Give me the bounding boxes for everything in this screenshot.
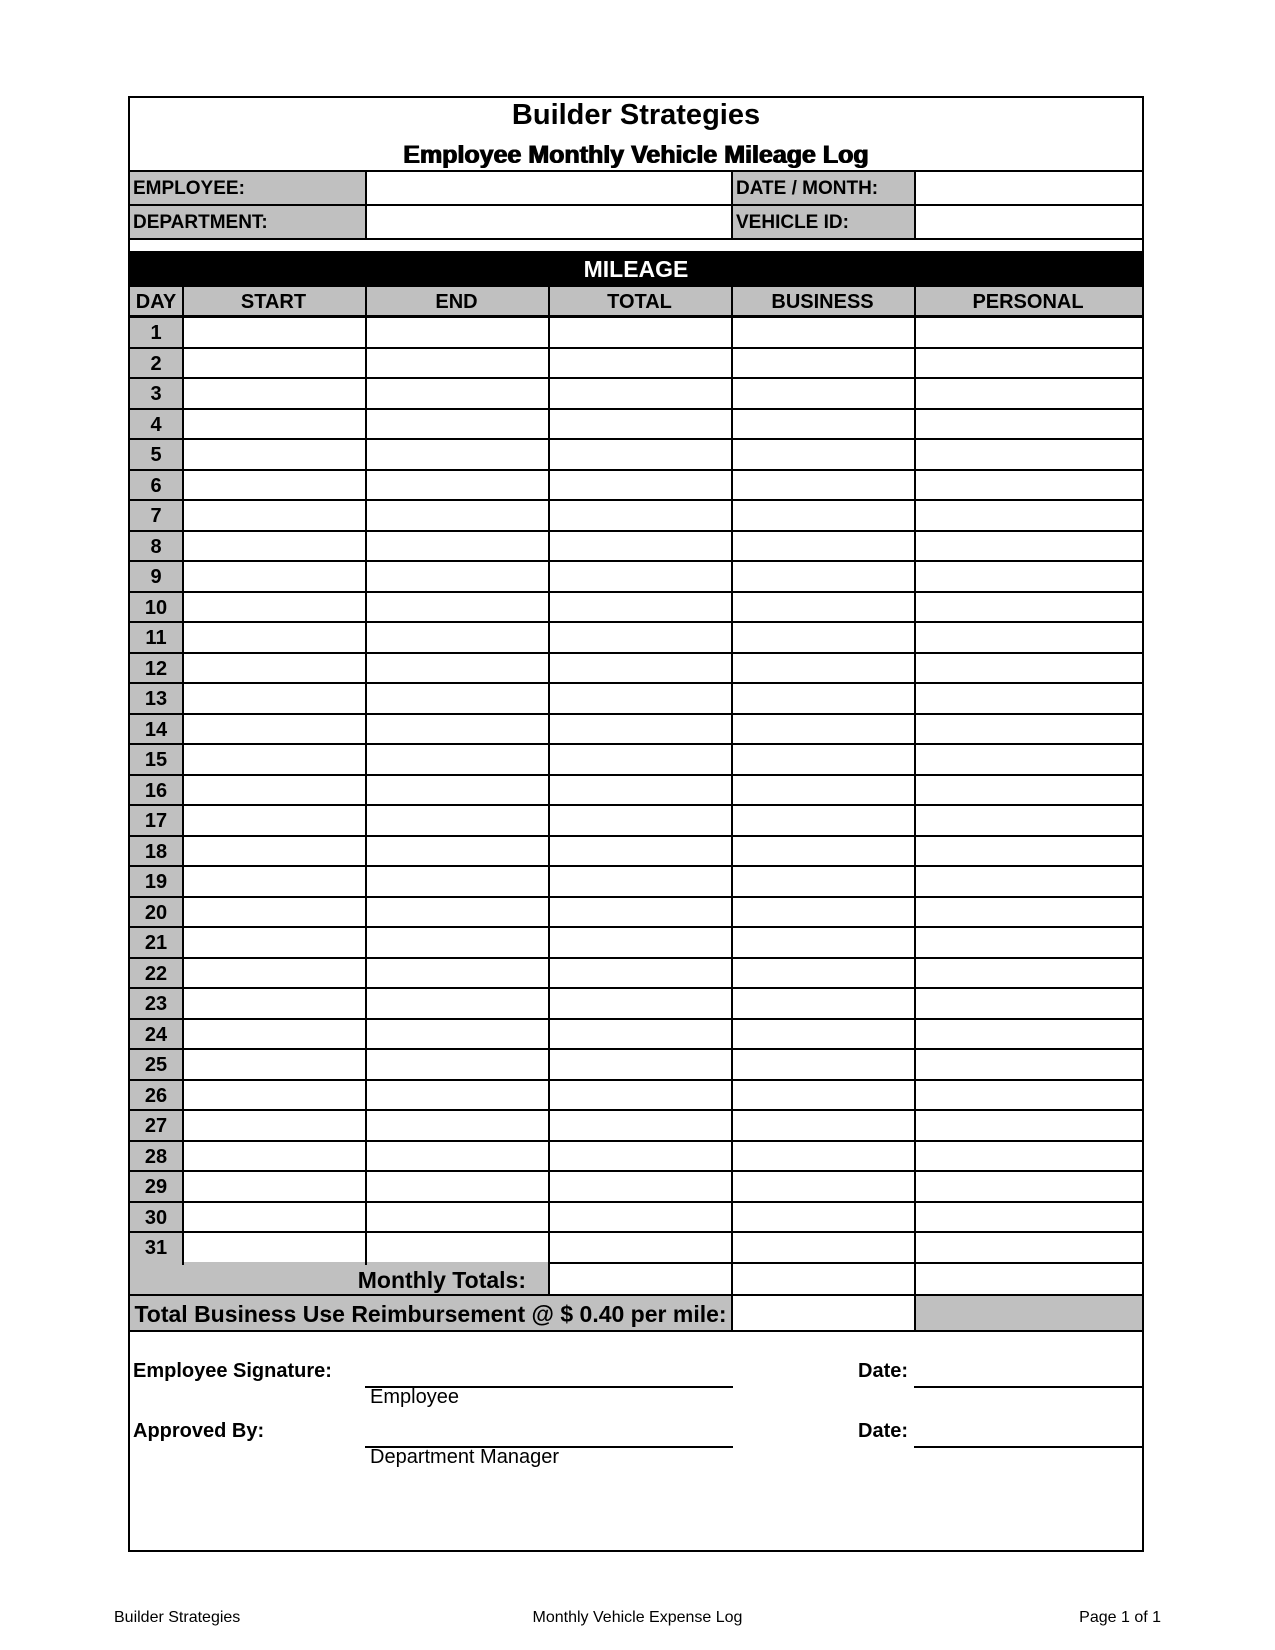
mileage-cell-end[interactable]	[367, 440, 548, 469]
mileage-cell-business[interactable]	[733, 654, 914, 683]
mileage-cell-end[interactable]	[367, 623, 548, 652]
divider	[548, 285, 550, 1265]
mileage-cell-start[interactable]	[184, 501, 365, 530]
mileage-cell-personal[interactable]	[916, 1203, 1142, 1232]
day-number: 24	[130, 1020, 182, 1049]
column-header-end: END	[435, 291, 478, 313]
employee-date-line[interactable]	[914, 1386, 1142, 1388]
mileage-cell-personal[interactable]	[916, 379, 1142, 408]
day-number: 30	[130, 1203, 182, 1232]
mileage-cell-end[interactable]	[367, 1142, 548, 1171]
mileage-cell-total[interactable]	[550, 1050, 731, 1079]
mileage-cell-total[interactable]	[550, 1111, 731, 1140]
mileage-cell-start[interactable]	[184, 532, 365, 561]
mileage-cell-total[interactable]	[550, 989, 731, 1018]
mileage-cell-end[interactable]	[367, 562, 548, 591]
mileage-cell-personal[interactable]	[916, 806, 1142, 835]
mileage-cell-business[interactable]	[733, 1233, 914, 1262]
divider	[548, 1260, 550, 1296]
mileage-cell-total[interactable]	[550, 379, 731, 408]
mileage-cell-total[interactable]	[550, 959, 731, 988]
mileage-cell-personal[interactable]	[916, 471, 1142, 500]
mileage-cell-start[interactable]	[184, 318, 365, 347]
day-number: 11	[130, 623, 182, 652]
day-number: 7	[130, 501, 182, 530]
day-number: 31	[130, 1233, 182, 1262]
mileage-cell-end[interactable]	[367, 898, 548, 927]
divider	[130, 1330, 1142, 1332]
mileage-cell-personal[interactable]	[916, 715, 1142, 744]
mileage-cell-personal[interactable]	[916, 1081, 1142, 1110]
day-number: 19	[130, 867, 182, 896]
mileage-cell-end[interactable]	[367, 501, 548, 530]
mileage-cell-personal[interactable]	[916, 776, 1142, 805]
mileage-cell-total[interactable]	[550, 928, 731, 957]
mileage-cell-start[interactable]	[184, 471, 365, 500]
mileage-cell-business[interactable]	[733, 501, 914, 530]
mileage-cell-start[interactable]	[184, 379, 365, 408]
mileage-cell-end[interactable]	[367, 593, 548, 622]
day-number: 8	[130, 532, 182, 561]
mileage-cell-business[interactable]	[733, 1050, 914, 1079]
mileage-cell-end[interactable]	[367, 684, 548, 713]
mileage-cell-end[interactable]	[367, 471, 548, 500]
employee-field[interactable]	[367, 172, 731, 206]
mileage-cell-total[interactable]	[550, 501, 731, 530]
mileage-cell-start[interactable]	[184, 1203, 365, 1232]
mileage-cell-start[interactable]	[184, 410, 365, 439]
mileage-cell-business[interactable]	[733, 867, 914, 896]
mileage-cell-end[interactable]	[367, 806, 548, 835]
mileage-cell-business[interactable]	[733, 837, 914, 866]
mileage-cell-business[interactable]	[733, 776, 914, 805]
day-number: 26	[130, 1081, 182, 1110]
day-number: 25	[130, 1050, 182, 1079]
vehicle-id-field[interactable]	[916, 206, 1142, 240]
monthly-total-total-cell[interactable]	[550, 1262, 731, 1296]
employee-label: EMPLOYEE:	[130, 172, 365, 206]
mileage-cell-personal[interactable]	[916, 1020, 1142, 1049]
mileage-cell-personal[interactable]	[916, 745, 1142, 774]
mileage-cell-start[interactable]	[184, 623, 365, 652]
mileage-cell-personal[interactable]	[916, 440, 1142, 469]
column-header-personal: PERSONAL	[972, 291, 1084, 313]
mileage-cell-start[interactable]	[184, 1172, 365, 1201]
day-number: 28	[130, 1142, 182, 1171]
mileage-table-body	[130, 317, 1142, 1262]
mileage-cell-personal[interactable]	[916, 837, 1142, 866]
mileage-cell-total[interactable]	[550, 837, 731, 866]
mileage-cell-personal[interactable]	[916, 410, 1142, 439]
day-number: 3	[130, 379, 182, 408]
mileage-cell-business[interactable]	[733, 1111, 914, 1140]
column-header-start: START	[240, 291, 307, 313]
day-number: 5	[130, 440, 182, 469]
mileage-cell-business[interactable]	[733, 1020, 914, 1049]
mileage-cell-total[interactable]	[550, 1203, 731, 1232]
mileage-cell-end[interactable]	[367, 318, 548, 347]
day-number: 12	[130, 654, 182, 683]
mileage-cell-start[interactable]	[184, 684, 365, 713]
date-month-field[interactable]	[916, 172, 1142, 206]
mileage-cell-start[interactable]	[184, 1233, 365, 1262]
day-number: 23	[130, 989, 182, 1018]
footer-company: Builder Strategies	[114, 1609, 241, 1626]
reimbursement-amount-field[interactable]	[733, 1296, 914, 1330]
mileage-cell-personal[interactable]	[916, 1111, 1142, 1140]
reimbursement-label: Total Business Use Reimbursement @ $ 0.40 per mile:	[130, 1296, 731, 1330]
divider	[130, 238, 1142, 240]
department-manager-caption: Department Manager	[370, 1446, 559, 1468]
mileage-cell-end[interactable]	[367, 410, 548, 439]
column-header-day: DAY	[135, 291, 177, 313]
mileage-cell-business[interactable]	[733, 532, 914, 561]
mileage-cell-end[interactable]	[367, 776, 548, 805]
mileage-cell-start[interactable]	[184, 1111, 365, 1140]
mileage-banner: MILEAGE	[130, 251, 1142, 287]
mileage-cell-business[interactable]	[733, 898, 914, 927]
mileage-cell-end[interactable]	[367, 1050, 548, 1079]
mileage-cell-start[interactable]	[184, 440, 365, 469]
mileage-cell-start[interactable]	[184, 1050, 365, 1079]
day-number: 29	[130, 1172, 182, 1201]
employee-signature-label: Employee Signature:	[133, 1360, 332, 1382]
mileage-cell-start[interactable]	[184, 898, 365, 927]
mileage-cell-business[interactable]	[733, 1203, 914, 1232]
mileage-cell-personal[interactable]	[916, 867, 1142, 896]
mileage-cell-business[interactable]	[733, 806, 914, 835]
mileage-cell-total[interactable]	[550, 532, 731, 561]
day-number: 17	[130, 806, 182, 835]
employee-caption: Employee	[370, 1386, 459, 1408]
divider	[914, 285, 916, 1265]
mileage-cell-business[interactable]	[733, 928, 914, 957]
mileage-cell-personal[interactable]	[916, 928, 1142, 957]
mileage-cell-total[interactable]	[550, 623, 731, 652]
mileage-cell-end[interactable]	[367, 349, 548, 378]
monthly-total-personal-cell[interactable]	[916, 1262, 1142, 1296]
mileage-cell-start[interactable]	[184, 837, 365, 866]
mileage-cell-business[interactable]	[733, 471, 914, 500]
mileage-cell-total[interactable]	[550, 806, 731, 835]
mileage-cell-total[interactable]	[550, 562, 731, 591]
day-number: 18	[130, 837, 182, 866]
mileage-cell-end[interactable]	[367, 1111, 548, 1140]
mileage-cell-end[interactable]	[367, 837, 548, 866]
company-title: Builder Strategies	[511, 99, 761, 131]
day-number: 10	[130, 593, 182, 622]
day-number: 13	[130, 684, 182, 713]
day-number: 1	[130, 318, 182, 347]
day-number: 9	[130, 562, 182, 591]
mileage-cell-end[interactable]	[367, 1020, 548, 1049]
mileage-cell-personal[interactable]	[916, 562, 1142, 591]
mileage-cell-start[interactable]	[184, 928, 365, 957]
mileage-cell-personal[interactable]	[916, 898, 1142, 927]
department-field[interactable]	[367, 206, 731, 240]
mileage-cell-business[interactable]	[733, 349, 914, 378]
mileage-cell-end[interactable]	[367, 1172, 548, 1201]
day-number: 2	[130, 349, 182, 378]
mileage-cell-total[interactable]	[550, 1081, 731, 1110]
mileage-cell-personal[interactable]	[916, 989, 1142, 1018]
mileage-cell-personal[interactable]	[916, 959, 1142, 988]
mileage-cell-start[interactable]	[184, 806, 365, 835]
mileage-cell-total[interactable]	[550, 715, 731, 744]
mileage-cell-total[interactable]	[550, 1020, 731, 1049]
mileage-cell-start[interactable]	[184, 593, 365, 622]
mileage-cell-end[interactable]	[367, 379, 548, 408]
mileage-cell-business[interactable]	[733, 440, 914, 469]
mileage-cell-start[interactable]	[184, 654, 365, 683]
mileage-cell-start[interactable]	[184, 1142, 365, 1171]
mileage-cell-business[interactable]	[733, 1081, 914, 1110]
reimbursement-shaded-cell	[916, 1296, 1142, 1330]
mileage-cell-end[interactable]	[367, 1233, 548, 1262]
mileage-cell-end[interactable]	[367, 654, 548, 683]
mileage-cell-business[interactable]	[733, 684, 914, 713]
department-label: DEPARTMENT:	[130, 206, 365, 240]
mileage-cell-end[interactable]	[367, 745, 548, 774]
mileage-cell-end[interactable]	[367, 715, 548, 744]
mileage-cell-personal[interactable]	[916, 623, 1142, 652]
mileage-cell-business[interactable]	[733, 623, 914, 652]
divider	[731, 285, 733, 1265]
mileage-cell-end[interactable]	[367, 1203, 548, 1232]
vehicle-id-label: VEHICLE ID:	[733, 206, 914, 240]
mileage-cell-end[interactable]	[367, 928, 548, 957]
day-number: 14	[130, 715, 182, 744]
mileage-cell-business[interactable]	[733, 379, 914, 408]
mileage-cell-start[interactable]	[184, 745, 365, 774]
day-number: 4	[130, 410, 182, 439]
mileage-cell-total[interactable]	[550, 1142, 731, 1171]
mileage-cell-personal[interactable]	[916, 654, 1142, 683]
mileage-cell-personal[interactable]	[916, 1142, 1142, 1171]
mileage-cell-total[interactable]	[550, 593, 731, 622]
day-number: 16	[130, 776, 182, 805]
mileage-cell-total[interactable]	[550, 1172, 731, 1201]
mileage-cell-total[interactable]	[550, 684, 731, 713]
mileage-cell-total[interactable]	[550, 440, 731, 469]
mileage-cell-start[interactable]	[184, 715, 365, 744]
mileage-cell-total[interactable]	[550, 471, 731, 500]
employee-date-label: Date:	[858, 1360, 909, 1382]
mileage-cell-business[interactable]	[733, 1142, 914, 1171]
mileage-cell-personal[interactable]	[916, 593, 1142, 622]
mileage-cell-business[interactable]	[733, 318, 914, 347]
footer-document-title: Monthly Vehicle Expense Log	[532, 1609, 743, 1626]
mileage-cell-personal[interactable]	[916, 1233, 1142, 1262]
divider	[130, 315, 1142, 317]
mileage-cell-personal[interactable]	[916, 318, 1142, 347]
mileage-cell-business[interactable]	[733, 959, 914, 988]
mileage-cell-start[interactable]	[184, 959, 365, 988]
mileage-cell-end[interactable]	[367, 532, 548, 561]
footer-page-number: Page 1 of 1	[1079, 1609, 1161, 1626]
mileage-cell-personal[interactable]	[916, 532, 1142, 561]
monthly-totals-label: Monthly Totals:	[130, 1262, 548, 1296]
divider	[365, 285, 367, 1265]
mileage-cell-business[interactable]	[733, 989, 914, 1018]
mileage-cell-start[interactable]	[184, 1081, 365, 1110]
mileage-cell-personal[interactable]	[916, 1050, 1142, 1079]
mileage-cell-total[interactable]	[550, 318, 731, 347]
mileage-cell-personal[interactable]	[916, 1172, 1142, 1201]
mileage-cell-total[interactable]	[550, 745, 731, 774]
day-number: 6	[130, 471, 182, 500]
mileage-cell-total[interactable]	[550, 898, 731, 927]
mileage-cell-start[interactable]	[184, 776, 365, 805]
mileage-cell-start[interactable]	[184, 349, 365, 378]
divider	[182, 285, 184, 1265]
approved-by-label: Approved By:	[133, 1420, 265, 1442]
mileage-cell-business[interactable]	[733, 1172, 914, 1201]
column-header-business: BUSINESS	[771, 291, 874, 313]
day-number: 22	[130, 959, 182, 988]
mileage-cell-business[interactable]	[733, 593, 914, 622]
mileage-cell-personal[interactable]	[916, 684, 1142, 713]
mileage-cell-total[interactable]	[550, 349, 731, 378]
mileage-cell-start[interactable]	[184, 562, 365, 591]
mileage-cell-total[interactable]	[550, 654, 731, 683]
form-title: Employee Monthly Vehicle Mileage Log	[403, 141, 869, 169]
mileage-log-form	[128, 96, 1144, 1552]
mileage-cell-end[interactable]	[367, 989, 548, 1018]
mileage-cell-start[interactable]	[184, 989, 365, 1018]
mileage-cell-business[interactable]	[733, 562, 914, 591]
monthly-total-business-cell[interactable]	[733, 1262, 914, 1296]
day-number: 21	[130, 928, 182, 957]
column-header-total: TOTAL	[607, 291, 672, 313]
mileage-cell-start[interactable]	[184, 867, 365, 896]
mileage-cell-business[interactable]	[733, 745, 914, 774]
day-number: 20	[130, 898, 182, 927]
mileage-cell-start[interactable]	[184, 1020, 365, 1049]
approver-date-label: Date:	[858, 1420, 909, 1442]
day-number: 27	[130, 1111, 182, 1140]
mileage-cell-total[interactable]	[550, 776, 731, 805]
mileage-cell-end[interactable]	[367, 959, 548, 988]
day-number: 15	[130, 745, 182, 774]
mileage-cell-total[interactable]	[550, 410, 731, 439]
approver-date-line[interactable]	[914, 1446, 1142, 1448]
mileage-cell-total[interactable]	[550, 867, 731, 896]
mileage-cell-end[interactable]	[367, 867, 548, 896]
mileage-cell-personal[interactable]	[916, 349, 1142, 378]
mileage-cell-end[interactable]	[367, 1081, 548, 1110]
mileage-cell-personal[interactable]	[916, 501, 1142, 530]
mileage-cell-business[interactable]	[733, 715, 914, 744]
mileage-cell-business[interactable]	[733, 410, 914, 439]
date-month-label: DATE / MONTH:	[733, 172, 914, 206]
mileage-cell-total[interactable]	[550, 1233, 731, 1262]
